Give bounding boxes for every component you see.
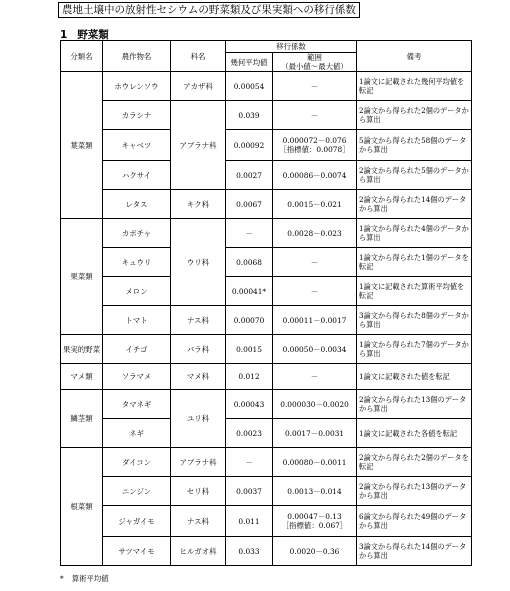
note-cell: 3論文から得られた8個のデータから算出 (357, 306, 472, 335)
header-transfer: 移行係数 (226, 41, 357, 53)
header-note: 備考 (357, 41, 472, 72)
group-cell: 果菜類 (61, 219, 103, 335)
geomean-cell: － (226, 448, 273, 477)
group-cell: 葉菜類 (61, 72, 103, 219)
header-range (273, 53, 357, 72)
crop-cell: ネギ (103, 419, 171, 448)
family-cell: アブラナ科 (171, 101, 226, 190)
note-cell: 2論文から得られた13個のデータから算出 (357, 390, 472, 419)
note-cell: 2論文から得られた2個のデータを転記 (357, 448, 472, 477)
range-cell: 0.0028－0.023 (273, 219, 357, 248)
section-number: 1 (60, 29, 68, 41)
crop-cell: ジャガイモ (103, 506, 171, 537)
crop-cell: カボチャ (103, 219, 171, 248)
geomean-cell: 0.0027 (226, 161, 273, 190)
crop-cell: ホウレンソウ (103, 72, 171, 101)
table-row (61, 335, 472, 364)
note-cell: 2論文から得られた13個のデータから算出 (357, 477, 472, 506)
range-indicator: ［指標値：0.067］ (281, 521, 348, 530)
crop-cell: ダイコン (103, 448, 171, 477)
range-cell: 0.00080－0.0011 (273, 448, 357, 477)
family-cell: ウリ科 (171, 219, 226, 306)
note-cell: 2論文から得られた5個のデータから算出 (357, 161, 472, 190)
table-row (61, 248, 472, 277)
header-row-1 (61, 41, 472, 53)
geomean-cell: 0.0067 (226, 190, 273, 219)
table-row (61, 161, 472, 190)
table-row (61, 219, 472, 248)
family-cell: ユリ科 (171, 390, 226, 448)
group-cell: マメ類 (61, 364, 103, 390)
table-row (61, 419, 472, 448)
crop-cell: イチゴ (103, 335, 171, 364)
footnote-text: 算術平均値 (71, 574, 109, 583)
family-cell: ヒルガオ科 (171, 537, 226, 566)
header-group: 分類名 (61, 41, 103, 72)
table-row (61, 277, 472, 306)
geomean-cell: － (226, 219, 273, 248)
geomean-cell: 0.00092 (226, 130, 273, 161)
table-row (61, 130, 472, 161)
crop-cell: キュウリ (103, 248, 171, 277)
geomean-cell: 0.039 (226, 101, 273, 130)
note-cell: 1論文から得られた7個のデータから算出 (357, 335, 472, 364)
range-cell: － (273, 248, 357, 277)
table-row (61, 72, 472, 101)
header-geomean: 幾何平均値 (226, 53, 273, 72)
document-title: 農地土壌中の放射性セシウムの野菜類及び果実類への移行係数 (58, 2, 360, 18)
table-row (61, 306, 472, 335)
geomean-cell: 0.0068 (226, 248, 273, 277)
range-cell: 0.00011－0.0017 (273, 306, 357, 335)
family-cell: アカザ科 (171, 72, 226, 101)
geomean-cell: 0.033 (226, 537, 273, 566)
range-cell: 0.0017－0.0031 (273, 419, 357, 448)
family-cell: マメ科 (171, 364, 226, 390)
geomean-cell: 0.00054 (226, 72, 273, 101)
range-cell: 0.00050－0.0034 (273, 335, 357, 364)
header-range-line1: 範囲 (307, 53, 322, 62)
note-cell: 6論文から得られた49個のデータから算出 (357, 506, 472, 537)
geomean-cell: 0.011 (226, 506, 273, 537)
geomean-cell: 0.012 (226, 364, 273, 390)
footnote (60, 573, 109, 584)
crop-cell: キャベツ (103, 130, 171, 161)
crop-cell: レタス (103, 190, 171, 219)
range-cell: － (273, 72, 357, 101)
geomean-cell: 0.00043 (226, 390, 273, 419)
note-cell: 3論文から得られた14個のデータから算出 (357, 537, 472, 566)
transfer-coefficient-table (60, 40, 472, 566)
note-cell: 2論文から得られた14個のデータから算出 (357, 190, 472, 219)
note-cell: 1論文から得られた4個のデータから算出 (357, 219, 472, 248)
range-cell (273, 506, 357, 537)
crop-cell: カラシナ (103, 101, 171, 130)
geomean-cell: 0.00041* (226, 277, 273, 306)
range-cell: 0.0015－0.021 (273, 190, 357, 219)
table-row (61, 390, 472, 419)
note-cell: 2論文から得られた2個のデータから算出 (357, 101, 472, 130)
range-cell: 0.00086－0.0074 (273, 161, 357, 190)
group-cell: 根菜類 (61, 448, 103, 566)
family-cell: セリ科 (171, 477, 226, 506)
group-cell: 鱗茎類 (61, 390, 103, 448)
table-row (61, 537, 472, 566)
range-cell (273, 130, 357, 161)
range-cell: － (273, 364, 357, 390)
range-cell: 0.0020－0.36 (273, 537, 357, 566)
note-cell: 1論文に記載された算術平均値を転記 (357, 277, 472, 306)
range-indicator: ［指標値：0.0078］ (279, 145, 350, 154)
crop-cell: メロン (103, 277, 171, 306)
note-cell: 1論文に記載された幾何平均値を転記 (357, 72, 472, 101)
range-cell: － (273, 101, 357, 130)
table-row (61, 101, 472, 130)
header-range-line2: （最小値～最大値） (281, 62, 348, 71)
crop-cell: ソラマメ (103, 364, 171, 390)
range-cell: － (273, 277, 357, 306)
table-row (61, 506, 472, 537)
note-cell: 1論文に記載された各値を転記 (357, 419, 472, 448)
note-cell: 1論文から得られた1個のデータを転記 (357, 248, 472, 277)
geomean-cell: 0.0015 (226, 335, 273, 364)
crop-cell: ニンジン (103, 477, 171, 506)
table-row (61, 448, 472, 477)
group-cell: 果実的野菜 (61, 335, 103, 364)
crop-cell: サツマイモ (103, 537, 171, 566)
family-cell: ナス科 (171, 506, 226, 537)
geomean-cell: 0.00070 (226, 306, 273, 335)
range-value: 0.000072－0.076 (282, 136, 347, 145)
header-family: 科名 (171, 41, 226, 72)
crop-cell: タマネギ (103, 390, 171, 419)
table-row (61, 190, 472, 219)
section-label: 野菜類 (77, 29, 109, 41)
family-cell: ナス科 (171, 306, 226, 335)
geomean-cell: 0.0023 (226, 419, 273, 448)
crop-cell: ハクサイ (103, 161, 171, 190)
table-row (61, 364, 472, 390)
family-cell: アブラナ科 (171, 448, 226, 477)
range-value: 0.00047－0.13 (287, 512, 342, 521)
header-crop: 農作物名 (103, 41, 171, 72)
footnote-mark: * (60, 574, 64, 583)
geomean-cell: 0.0037 (226, 477, 273, 506)
family-cell: バラ科 (171, 335, 226, 364)
range-cell: 0.000030－0.0020 (273, 390, 357, 419)
crop-cell: トマト (103, 306, 171, 335)
note-cell: 1論文に記載された値を転記 (357, 364, 472, 390)
note-cell: 5論文から得られた58個のデータから算出 (357, 130, 472, 161)
family-cell: キク科 (171, 190, 226, 219)
table-row (61, 477, 472, 506)
range-cell: 0.0013－0.014 (273, 477, 357, 506)
